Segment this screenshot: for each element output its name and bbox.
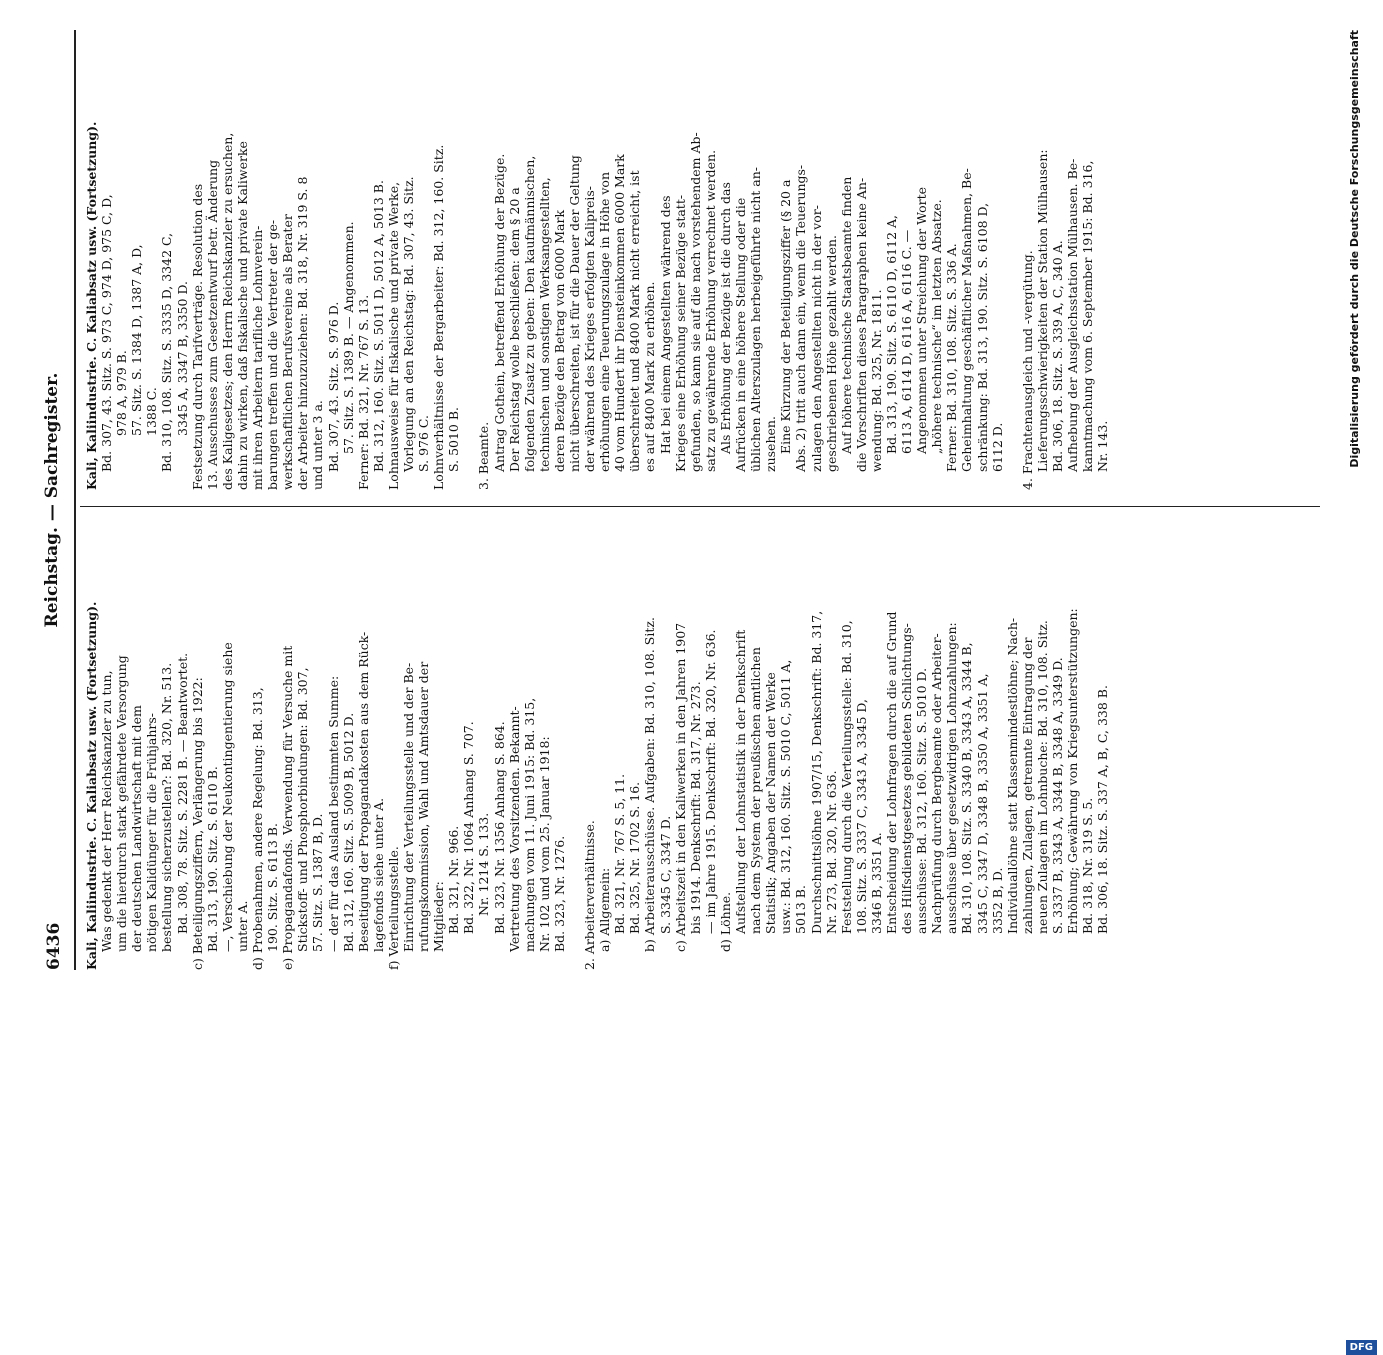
right-column-line: es auf 8400 Mark zu erhöhen. <box>642 281 658 472</box>
left-column-line: Einrichtung der Verteilungsstelle und der Be- <box>400 662 416 952</box>
right-column-line: zulagen den Angestellten nicht in der vor- <box>808 205 824 472</box>
right-column-line: „höhere technische“ im letzten Absatze. <box>929 199 945 454</box>
right-column-line: folgenden Zusatz zu geben: Den kaufmännischen, <box>521 155 537 472</box>
right-column-line: der Arbeiter hinzuzuziehen: Bd. 318, Nr. 319 S. 8 <box>295 176 311 490</box>
right-column-line: Ferner: Bd. 321, Nr. 767 S. 13. <box>355 294 371 490</box>
right-column-line: des Kaligesetzes; den Herrn Reichskanzler zu ersuchen, <box>219 132 235 490</box>
right-column-line: kanntmachung vom 6. September 1915: Bd. 316, <box>1080 160 1096 472</box>
right-column-line: Festsetzung durch Tarifverträge. Resolution des <box>189 183 205 490</box>
right-column-line: wendung: Bd. 325, Nr. 1811. <box>868 289 884 472</box>
left-column-line: ausschüsse: Bd. 312, 160. Sitz. S. 5010 D. <box>914 667 930 934</box>
right-column-line: überschreitet und 8400 Mark nicht erreicht, ist <box>627 170 643 472</box>
left-column-line: bestellung sicherzustellen?: Bd. 320, Nr. 513. <box>159 662 175 952</box>
left-column-line: e) Propagandafonds. Verwendung für Versuche mit <box>280 645 296 970</box>
left-column-line: b) Arbeiterausschüsse. Aufgaben: Bd. 310, 108. Sitz. <box>642 617 658 952</box>
right-column-line: 978 A, 979 B. <box>114 350 130 436</box>
right-column-line: Lieferungsschwierigkeiten der Station Mülhausen: <box>1034 149 1050 472</box>
left-column-line: Bd. 313, 190. Sitz. S. 6110 B. <box>204 766 220 952</box>
left-column-line: f) Verteilungsstelle. <box>385 846 401 970</box>
left-column-line: c) Beteiligungsziffern, Verlängerung bis 1922: <box>189 677 205 970</box>
left-column-line: unter A. <box>234 900 250 952</box>
digitization-credit: Digitalisierung gefördert durch die Deutsche Forschungsgemeinschaft <box>1348 30 1361 468</box>
right-column-line: 3345 A, 3347 B, 3350 D. <box>174 280 190 436</box>
right-column-line: 4. Frachtenausgleich und -vergütung. <box>1019 250 1035 490</box>
left-column-line: Bd. 321, Nr. 966. <box>446 825 462 934</box>
right-column-line: barungen treffen und die Vertreter der ge- <box>265 219 281 490</box>
right-column-line: 1388 C. <box>144 387 160 436</box>
header-rule <box>74 30 76 970</box>
left-column-line: Vertretung des Vorsitzenden. Bekannt- <box>506 706 522 952</box>
left-column-line: c) Arbeitszeit in den Kaliwerken in den Jahren 1907 <box>672 622 688 952</box>
left-column-line: ausschüsse über gesetzwidrigen Lohnzahlungen: <box>944 622 960 934</box>
right-column-line: Aufhebung der Ausgleichsstation Mülhausen. Be- <box>1065 158 1081 472</box>
right-column-line: Bd. 307, 43. Sitz. S. 973 C, 974 D, 975 C, D, <box>99 194 115 472</box>
right-column-line: Aufrücken in eine höhere Stellung oder die <box>733 197 749 472</box>
left-column-line: Bd. 306, 18. Sitz. S. 337 A, B, C, 338 B. <box>1095 685 1111 934</box>
left-column-line: bis 1914. Denkschrift: Bd. 317, Nr. 273. <box>687 681 703 934</box>
left-column-line: Bd. 323, Nr. 1276. <box>551 835 567 952</box>
left-column-line: Bd. 312, 160. Sitz. S. 5009 B, 5012 D. <box>340 712 356 952</box>
right-column-line: S. 5010 B. <box>446 406 462 472</box>
left-column-line <box>567 530 582 970</box>
left-column-line: des Hilfsdienstgesetzes gebildeten Schlichtungs- <box>899 623 915 934</box>
left-column-line: Entscheidung der Lohnfragen durch die auf Grund <box>883 611 899 934</box>
left-column-line: nötigen Kalidünger für die Frühjahrs- <box>144 713 160 952</box>
left-column-line: 3345 C, 3347 D, 3348 B, 3350 A, 3351 A, <box>974 673 990 934</box>
left-column-line: neuen Zulagen im Lohnbuche: Bd. 310, 108. Sitz. <box>1034 620 1050 934</box>
right-column-line: technischen und sonstigen Werksangestellten, <box>536 177 552 472</box>
right-column-line: üblichen Alterszulagen herbeigeführte nicht an- <box>748 166 764 472</box>
left-column-line: Bd. 318, Nr. 319 S. 5. <box>1080 797 1096 934</box>
left-column-line: Bd. 321, Nr. 767 S. 5, 11. <box>612 773 628 934</box>
right-column-line: Kali, Kaliindustrie. C. Kaliabsatz usw. (Fortsetzung). <box>84 121 99 490</box>
right-column-line: Eine Kürzung der Beteiligungsziffer (§ 20 a <box>778 179 794 454</box>
right-column-line: Geheimhaltung geschäftlicher Maßnahmen, Be- <box>959 168 975 472</box>
left-column-line: Bd. 310, 108. Sitz. S. 3340 B, 3343 A, 3344 B, <box>959 642 975 934</box>
right-column-line: 6113 A, 6114 D, 6116 A, 6116 C. — <box>899 229 915 454</box>
left-column-line: Individuallöhne statt Klassenmindestlöhne; Nach- <box>1004 617 1020 934</box>
left-column-line: —, Verschiebung der Neukontingentierung siehe <box>219 642 235 952</box>
left-column-line: Mitglieder: <box>431 881 447 952</box>
right-column-line: satz zu gewährende Erhöhung verrechnet werden. <box>702 149 718 472</box>
left-column-line: Nachprüfung durch Bergbeamte oder Arbeiter- <box>929 633 945 934</box>
right-column-line: nicht überschreiten, ist für die Dauer der Geltung <box>567 155 582 472</box>
left-column-line: Beseitigung der Propagandakosten aus dem Rück- <box>355 631 371 952</box>
left-column-line: Nr. 102 und vom 25. Januar 1918: <box>536 736 552 952</box>
right-column-line: Lohnverhältnisse der Bergarbeiter: Bd. 312, 160. Sitz. <box>431 144 447 490</box>
left-column-line: Bd. 325, Nr. 1702 S. 16. <box>627 781 643 934</box>
right-column-line: mit ihren Arbeitern tarifliche Lohnverein- <box>250 225 266 490</box>
right-column-line: Abs. 2) tritt auch dann ein, wenn die Teuerungs- <box>793 164 809 472</box>
left-column-line: d) Löhne. <box>717 891 733 952</box>
left-column-line: Was gedenkt der Herr Reichskanzler zu tun, <box>99 670 115 952</box>
right-column-line: 13. Ausschusses zum Gesetzentwurf betr. Änderung <box>204 159 220 490</box>
left-column-line: Kali, Kaliindustrie. C. Kaliabsatz usw. (Fortsetzung). <box>84 601 99 970</box>
left-column-line: Erhöhung; Gewährung von Kriegsunterstützungen: <box>1065 608 1081 934</box>
left-column-line: 108. Sitz. S. 3337 C, 3343 A, 3345 D, <box>853 699 869 934</box>
left-column-line: 3346 B, 3351 A. <box>868 832 884 934</box>
right-column-line: Als Erhöhung der Bezüge ist die durch das <box>717 182 733 454</box>
left-column-line: um die hierdurch stark gefährdete Versorgung <box>114 655 130 952</box>
left-column-line: Stickstoff- und Phosphorbindungen: Bd. 307, <box>295 667 311 952</box>
right-column-line: die Vorschriften dieses Paragraphen keine An- <box>853 177 869 472</box>
right-column-line: Bd. 312, 160. Sitz. S. 5011 D, 5012 A, 5013 B. <box>370 180 386 472</box>
left-column-line: 2. Arbeiterverhältnisse. <box>582 820 598 970</box>
right-column-line: 6112 D. <box>989 422 1005 472</box>
right-column-line: dahin zu wirken, daß fiskalische und private Kaliwerke <box>234 141 250 490</box>
left-column-line: Statistik; Angaben der Namen der Werke <box>763 672 779 934</box>
right-column-line: geschriebenen Höhe gezahlt werden. <box>823 235 839 472</box>
left-column-line: machungen vom 11. Juni 1915: Bd. 315, <box>521 697 537 952</box>
right-column-line: werkschaftlichen Berufsvereine als Berater <box>280 214 296 490</box>
right-column-line: 40 vom Hundert ihr Diensteinkommen 6000 Mark <box>612 154 628 472</box>
right-column-line: deren Bezüge den Betrag von 6000 Mark <box>551 209 567 472</box>
left-column-line: — im Jahre 1915. Denkschrift: Bd. 320, Nr. 636. <box>702 629 718 934</box>
right-column-line: Bd. 310, 108. Sitz. S. 3335 D, 3342 C, <box>159 232 175 472</box>
left-column-line: usw.: Bd. 312, 160. Sitz. S. 5010 C, 5011 A, <box>778 659 794 934</box>
left-column-line: a) Allgemein: <box>597 867 613 952</box>
left-column-line: rufungskommission, Wahl und Amtsdauer der <box>416 661 432 952</box>
left-column-line: Aufstellung der Lohnstatistik in der Denkschrift <box>733 629 749 934</box>
right-column-line: S. 976 C. <box>416 415 432 472</box>
right-column-line: Krieges eine Erhöhung seiner Bezüge statt- <box>672 194 688 472</box>
right-column-line <box>1005 50 1020 490</box>
right-column-line: zusehen. <box>763 416 779 472</box>
page-header <box>42 30 72 970</box>
right-column-line: Nr. 143. <box>1095 420 1111 472</box>
dfg-logo: DFG <box>1346 1340 1377 1355</box>
page-number: 6436 <box>44 922 64 970</box>
left-column-line: Durchschnittslöhne 1907/15, Denkschrift: Bd. 317, <box>808 610 824 934</box>
right-column-line: Lohnausweise für fiskalische und private Werke, <box>385 181 401 490</box>
right-column-line: Angenommen unter Streichung der Worte <box>914 186 930 454</box>
right-column-line: gefunden, so kann sie auf die nach vorstehendem Ab- <box>687 132 703 472</box>
left-column-line: 3352 B, D. <box>989 867 1005 934</box>
right-column-line: der während des Krieges erfolgten Kalipreis- <box>582 186 598 472</box>
left-column-line: Feststellung durch die Verteilungsstelle: Bd. 310, <box>838 620 854 934</box>
left-column <box>84 530 1110 970</box>
right-column-line: Auf höhere technische Staatsbeamte finden <box>838 176 854 454</box>
left-column-line: Bd. 308, 78. Sitz. S. 2281 B. — Beantwortet. <box>174 652 190 934</box>
right-column-line: Vorlegung an den Reichstag: Bd. 307, 43. Sitz. <box>400 176 416 472</box>
left-column-line: 190. Sitz. S. 6113 B. <box>265 823 281 952</box>
right-column-line: Ferner: Bd. 310, 108. Sitz. S. 336 A. <box>944 243 960 472</box>
left-column-line: — der für das Ausland bestimmten Summe: <box>325 675 341 952</box>
right-column-line: Bd. 307, 43. Sitz. S. 976 D. <box>325 301 341 472</box>
left-column-line: d) Probenahmen, andere Regelung: Bd. 313, <box>250 687 266 970</box>
right-column <box>84 50 1110 490</box>
right-column-line: Hat bei einem Angestellten während des <box>657 195 673 454</box>
right-column-line: 57. Sitz. S. 1384 D, 1387 A, D, <box>129 244 145 436</box>
left-column-line: 57. Sitz. S. 1387 B, D. <box>310 813 326 952</box>
right-column-line <box>461 50 476 490</box>
left-column-line: zahlungen, Zulagen, getrennte Eintragung der <box>1019 637 1035 934</box>
right-column-line: Bd. 306, 18. Sitz. S. 339 A, C, 340 A. <box>1050 240 1065 472</box>
left-column-line: Bd. 322, Nr. 1064 Anhang S. 707. <box>461 721 477 934</box>
left-column-line: nach dem System der preußischen amtlichen <box>748 647 764 934</box>
left-column-line: S. 3337 B, 3343 A, 3344 B, 3348 A, 3349 D. <box>1050 657 1065 934</box>
right-column-line: Antrag Gothein, betreffend Erhöhung der Bezüge. <box>491 153 507 472</box>
left-column-line: Bd. 323, Nr. 1356 Anhang S. 864. <box>491 721 507 934</box>
left-column-line: Nr. 1214 S. 133. <box>476 812 492 916</box>
right-column-line: erhöhungen eine Teuerungszulage in Höhe von <box>597 171 613 472</box>
left-column-line: S. 3345 C, 3347 D. <box>657 815 673 934</box>
right-column-line: 3. Beamte. <box>476 421 492 490</box>
left-column-line: der deutschen Landwirtschaft mit dem <box>129 705 145 952</box>
right-column-line: Bd. 313, 190. Sitz. S. 6110 D, 6112 A, <box>883 214 899 454</box>
right-column-line: und unter 3 a. <box>310 400 326 490</box>
column-divider <box>80 506 1320 507</box>
right-column-line: schränkung: Bd. 313, 190. Sitz. S. 6108 D, <box>974 202 990 472</box>
left-column-line: Nr. 273, Bd. 320, Nr. 636. <box>823 770 839 934</box>
left-column-line: 5013 B. <box>793 885 809 934</box>
page-title: Reichstag. — Sachregister. <box>42 372 62 628</box>
right-column-line: Der Reichstag wolle beschließen: dem § 20 a <box>506 187 522 472</box>
left-column-line: lagefonds siehe unter A. <box>370 797 386 952</box>
right-column-line: 57. Sitz. S. 1389 B. — Angenommen. <box>340 221 356 454</box>
